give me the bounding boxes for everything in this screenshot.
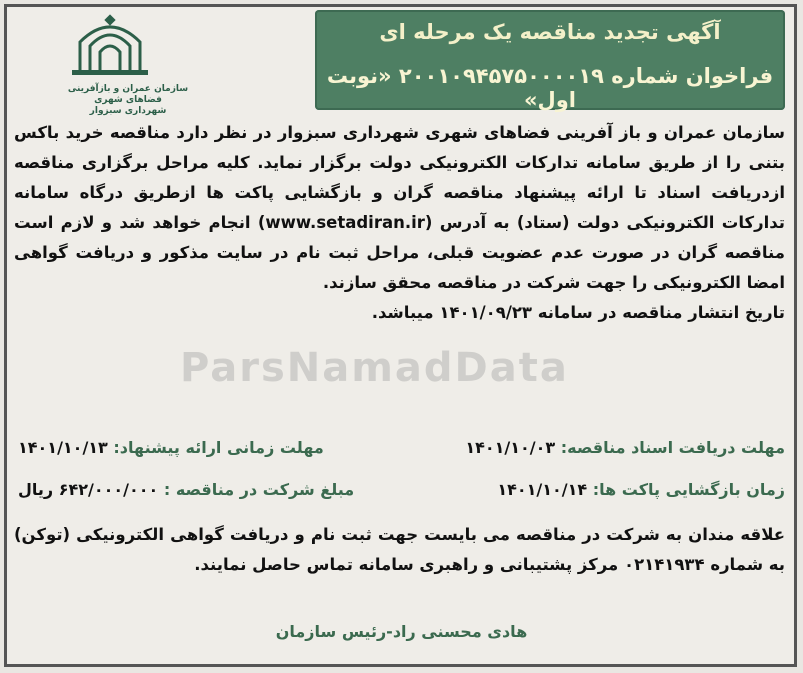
offer-deadline: [14, 438, 324, 457]
amount-value: ۶۴۲/۰۰۰/۰۰۰ ریال: [18, 480, 159, 499]
opening-value: ۱۴۰۱/۱۰/۱۴: [497, 480, 588, 499]
logo-caption-line2: شهرداری سبزوار: [89, 106, 167, 116]
organization-logo: [20, 12, 200, 116]
participation-amount: [14, 480, 354, 499]
notice-header: [315, 10, 785, 110]
doc-deadline-value: ۱۴۰۱/۱۰/۰۳: [465, 438, 556, 457]
doc-deadline: [461, 438, 785, 457]
notice-footer: [14, 520, 785, 580]
municipality-logo-icon: [20, 12, 200, 82]
notice-body: [14, 118, 785, 328]
logo-caption-line1: سازمان عمران و بازآفرینی فضاهای شهری: [67, 84, 189, 105]
footer-paragraph: علاقه مندان به شرکت در مناقصه می بایست جهت ثبت نام و دریافت گواهی الکترونیکی (توکن) به شماره ۰۲۱۴۱۹۳۴ مرکز پشتیبانی و راهبری سامانه تماس حاصل نمایند.: [14, 525, 785, 574]
doc-deadline-label: مهلت دریافت اسناد مناقصه:: [560, 438, 785, 457]
logo-caption: [53, 84, 203, 117]
body-paragraph: سازمان عمران و باز آفرینی فضاهای شهری شهرداری سبزوار در نظر دارد مناقصه خرید باکس بتنی را از طریق سامانه تدارکات الکترونیکی دولت برگزار نماید. کلیه مراحل برگزاری مناقصه ازدریافت اسناد تا ارائه پیشنهاد مناقصه گران و بازگشایی پاکت ها ازطریق درگاه سامانه تدارکات الکترونیکی دولت (ستاد) به آدرس (www.setadiran.ir) انجام خواهد شد و لازم است مناقصه گران در صورت عدم عضویت قبلی، مراحل ثبت نام در سایت مذکور و دریافت گواهی امضا الکترونیکی را جهت شرکت در مناقصه محقق سازند.: [14, 123, 785, 292]
call-number: فراخوان شماره ۲۰۰۱۰۹۴۵۷۵۰۰۰۰۱۹ «نوبت اول»: [326, 64, 774, 112]
offer-deadline-value: ۱۴۰۱/۱۰/۱۳: [18, 438, 108, 457]
opening-label: زمان بازگشایی پاکت ها:: [592, 480, 785, 499]
notice-title: آگهی تجدید مناقصه یک مرحله ای: [379, 20, 721, 44]
publish-date: تاریخ انتشار مناقصه در سامانه ۱۴۰۱/۰۹/۲۳ میباشد.: [371, 303, 785, 322]
signature: هادی محسنی راد-رئیس سازمان: [275, 622, 528, 641]
watermark: ParsNamadData: [180, 345, 569, 391]
amount-label: مبلغ شرکت در مناقصه :: [163, 480, 355, 499]
offer-deadline-label: مهلت زمانی ارائه پیشنهاد:: [113, 438, 324, 457]
opening-time: [493, 480, 785, 499]
